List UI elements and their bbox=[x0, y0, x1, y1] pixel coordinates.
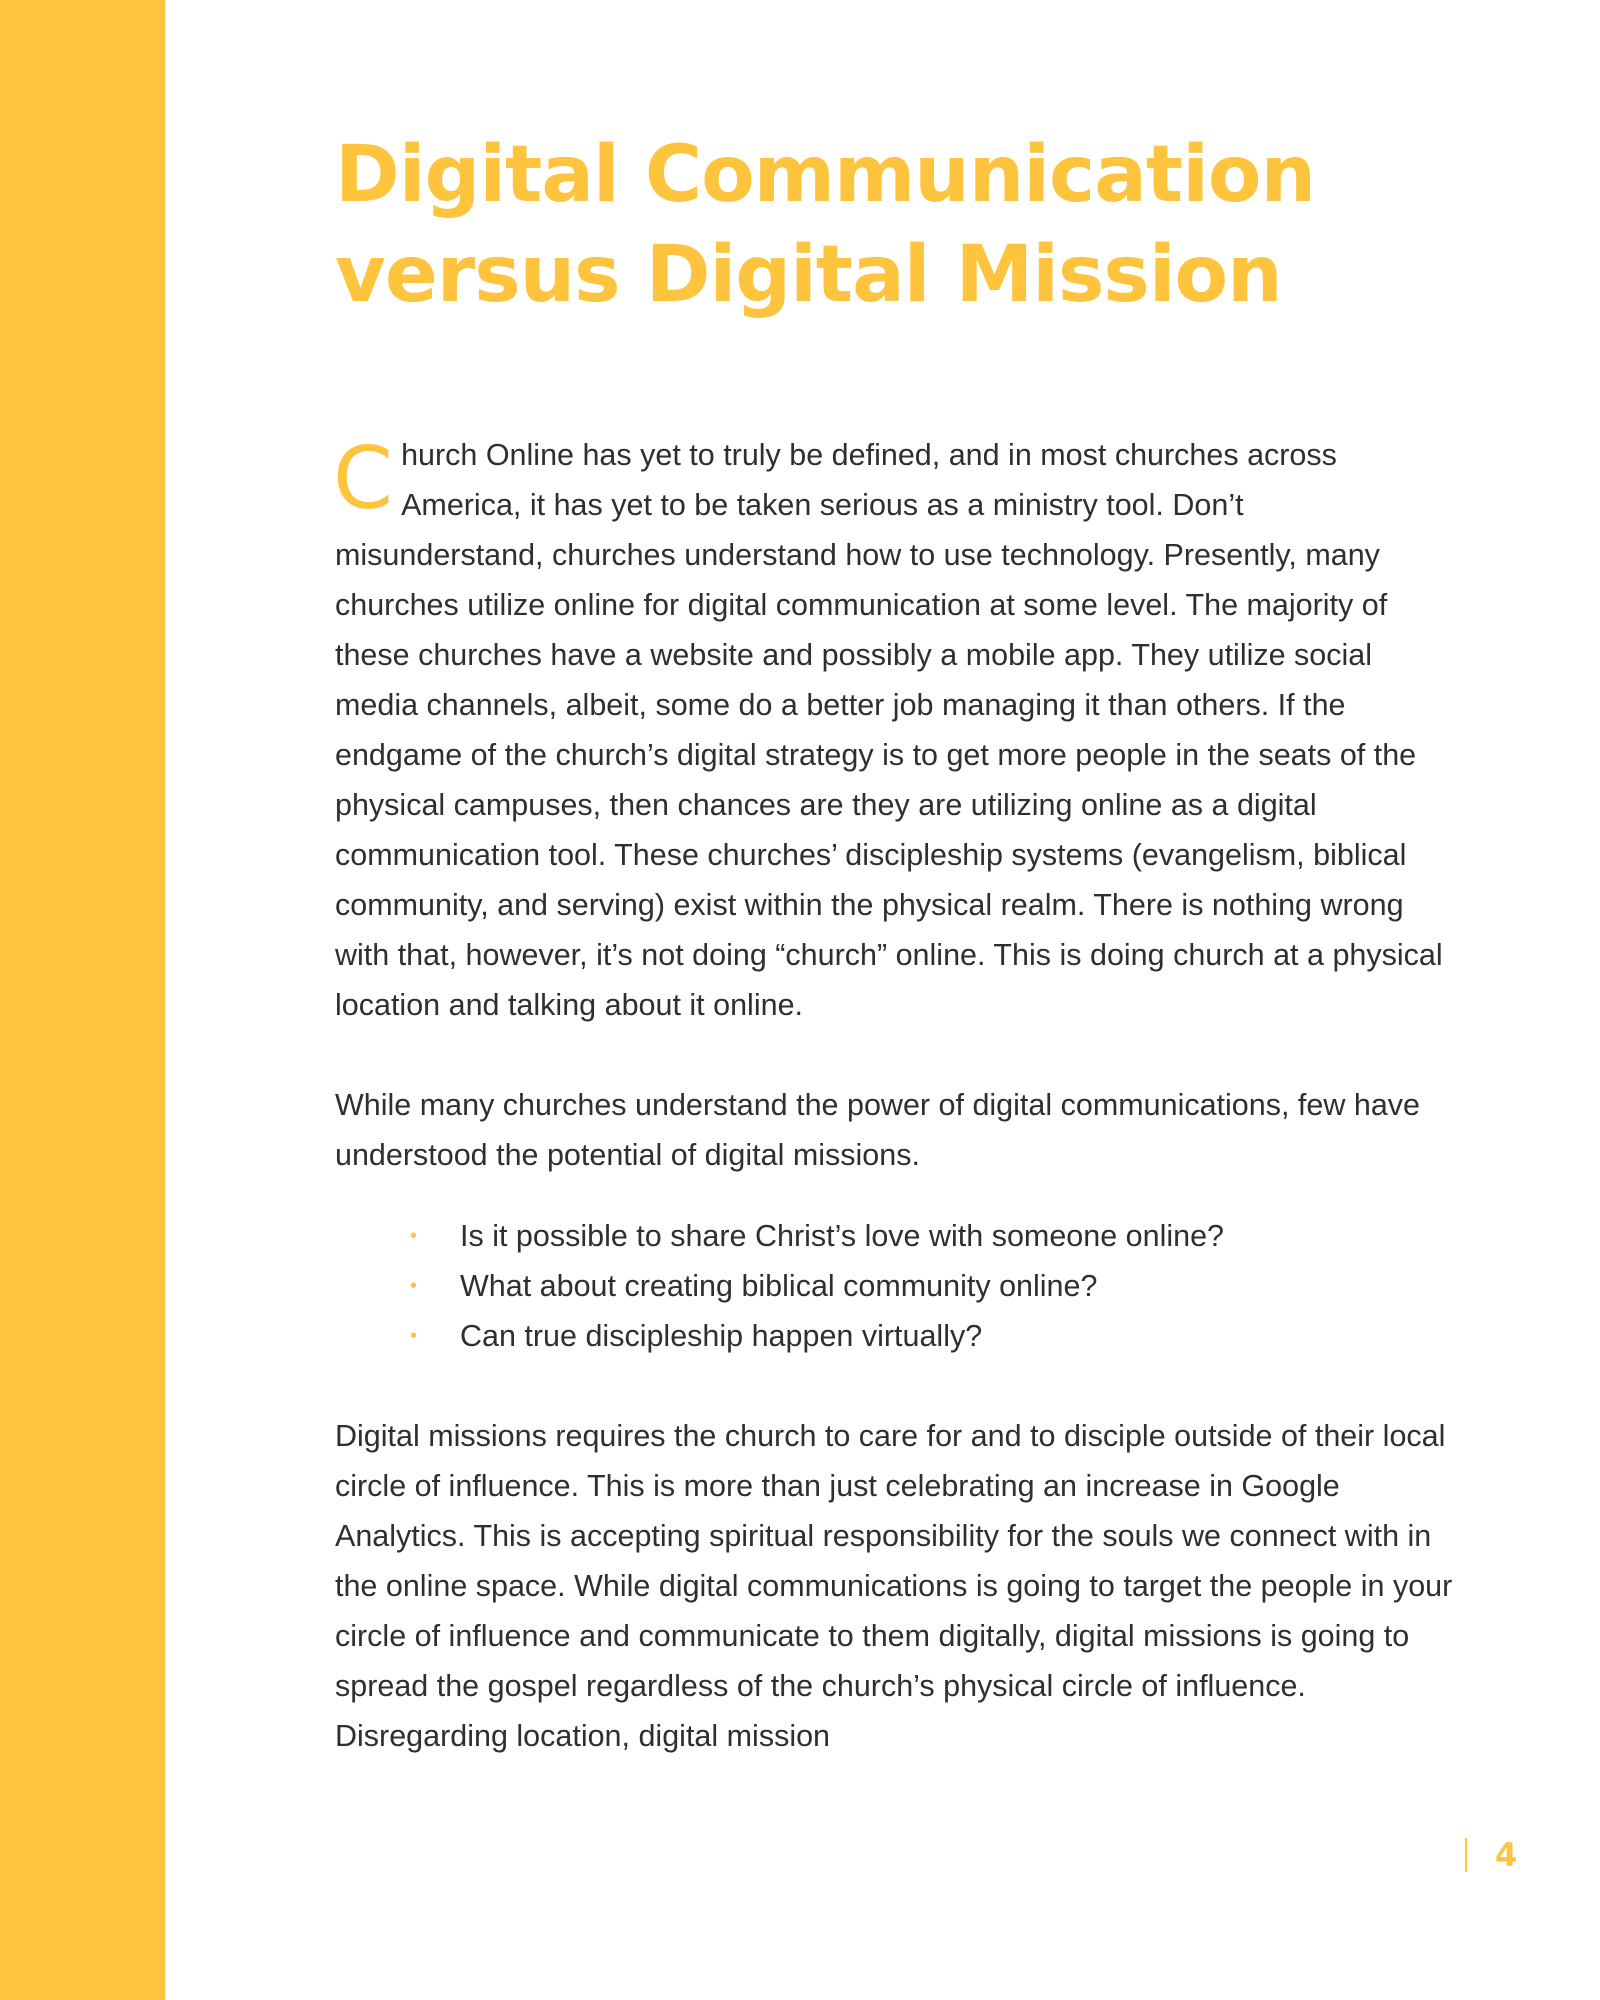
bullet-dot-icon: • bbox=[410, 1274, 418, 1297]
list-item bbox=[410, 1311, 1475, 1361]
intro-paragraph-text: hurch Online has yet to truly be defined, and in most churches across America, it has yet to be taken serious as a ministry tool. Don’t misunderstand, churches understand how to use technology. Presently, many churches utilize online for digital communication at some level. The majority of these churches have a website and possibly a mobile app. They utilize social media channels, albeit, some do a better job managing it than others. If the endgame of the church’s digital strategy is to get more people in the seats of the physical campuses, then chances are they are utilizing online as a digital communication tool. These churches’ discipleship systems (evangelism, biblical community, and serving) exist within the physical realm. There is nothing wrong with that, however, it’s not doing “church” online. This is doing church at a physical location and talking about it online. bbox=[335, 438, 1443, 1022]
list-item bbox=[410, 1261, 1475, 1311]
list-item-text: Can true discipleship happen virtually? bbox=[460, 1318, 983, 1353]
page-title-line-1: Digital Communication bbox=[335, 130, 1316, 220]
list-item bbox=[410, 1211, 1475, 1261]
bullet-dot-icon: • bbox=[410, 1224, 418, 1247]
intro-paragraph bbox=[335, 430, 1460, 1030]
third-paragraph: Digital missions requires the church to care for and to disciple outside of their local circle of influence. This is more than just celebrating an increase in Google Analytics. This is accepting spiritual responsibility for the souls we connect with in the online space. While digital communications is going to target the people in your circle of influence and communicate to them digitally, digital missions is going to spread the gospel regardless of the church’s physical circle of influence. Disregarding location, digital mission bbox=[335, 1418, 1453, 1753]
page-title bbox=[335, 125, 1475, 325]
page-number-divider bbox=[1465, 1838, 1467, 1872]
list-item-text: Is it possible to share Christ’s love with someone online? bbox=[460, 1218, 1225, 1253]
accent-sidebar bbox=[0, 0, 165, 2000]
page-number: 4 bbox=[1495, 1836, 1518, 1874]
bullet-dot-icon: • bbox=[410, 1324, 418, 1347]
list-item-text: What about creating biblical community online? bbox=[460, 1268, 1098, 1303]
drop-cap: C bbox=[333, 429, 394, 529]
question-list bbox=[335, 1211, 1475, 1361]
page-title-line-2: versus Digital Mission bbox=[335, 230, 1282, 320]
page-content bbox=[335, 125, 1475, 1791]
second-paragraph: While many churches understand the power of digital communications, few have understood the potential of digital missions. bbox=[335, 1088, 1420, 1172]
page-footer bbox=[1465, 1830, 1517, 1880]
